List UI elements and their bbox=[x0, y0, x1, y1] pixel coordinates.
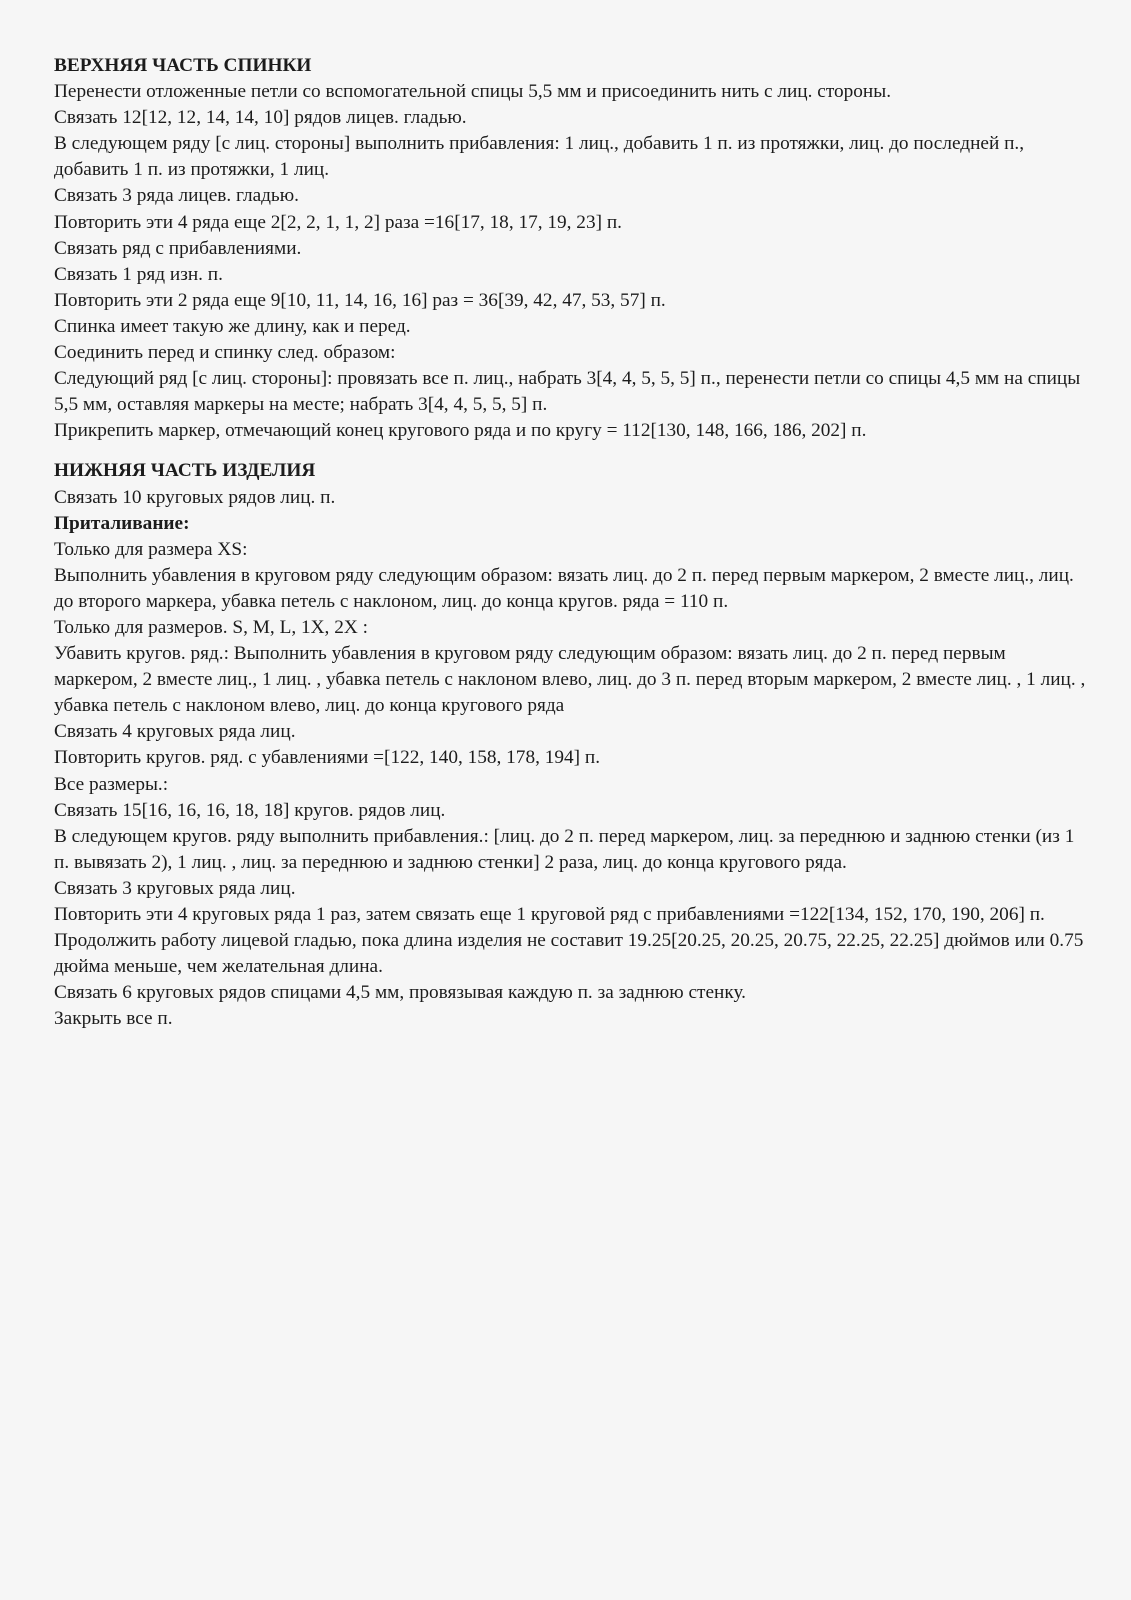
paragraph: Повторить кругов. ряд. с убавлениями =[122, 140, 158, 178, 194] п. bbox=[54, 747, 601, 769]
paragraph: Все размеры.: bbox=[54, 773, 169, 795]
paragraph: Связать ряд с прибавлениями. bbox=[54, 237, 302, 259]
paragraph: Выполнить убавления в круговом ряду следующим образом: вязать лиц. до 2 п. перед первым маркером, 2 вместе лиц., лиц. до второго маркера, убавка петель с наклоном, лиц. до конца кругов. ряда = 110 п. bbox=[54, 564, 1074, 612]
paragraph: Связать 10 круговых рядов лиц. п. bbox=[54, 486, 336, 508]
paragraph: В следующем кругов. ряду выполнить прибавления.: [лиц. до 2 п. перед маркером, лиц. за переднюю и заднюю стенки (из 1 п. вывязать 2), 1 лиц. , лиц. за переднюю и заднюю стенки] 2 раза, лиц. до конца кругового ряда. bbox=[54, 825, 1075, 873]
paragraph: Связать 6 круговых рядов спицами 4,5 мм, провязывая каждую п. за заднюю стенку. bbox=[54, 982, 746, 1004]
paragraph: Связать 12[12, 12, 14, 14, 10] рядов лицев. гладью. bbox=[54, 107, 467, 129]
paragraph: Связать 3 ряда лицев. гладью. bbox=[54, 185, 299, 207]
paragraph: Только для размеров. S, M, L, 1X, 2X : bbox=[54, 616, 368, 638]
section-lower-body bbox=[54, 458, 1094, 1032]
document-page bbox=[54, 53, 1094, 1032]
paragraph: Перенести отложенные петли со вспомогательной спицы 5,5 мм и присоединить нить с лиц. стороны. bbox=[54, 81, 892, 103]
paragraph: Убавить кругов. ряд.: Выполнить убавления в круговом ряду следующим образом: вязать лиц. до 2 п. перед первым маркером, 2 вместе лиц., 1 лиц. , убавка петель с наклоном влево, лиц. до 3 п. перед вторым маркером, 2 вместе лиц. , 1 лиц. , убавка петель с наклоном влево, лиц. до конца кругового ряда bbox=[54, 643, 1086, 717]
section-heading: ВЕРХНЯЯ ЧАСТЬ СПИНКИ bbox=[54, 55, 312, 76]
paragraph: Связать 1 ряд изн. п. bbox=[54, 263, 223, 285]
paragraph: Спинка имеет такую же длину, как и перед. bbox=[54, 315, 411, 337]
paragraph: Соединить перед и спинку след. образом: bbox=[54, 342, 396, 364]
subheading-waist-shaping: Приталивание: bbox=[54, 512, 190, 534]
paragraph: Прикрепить маркер, отмечающий конец кругового ряда и по кругу = 112[130, 148, 166, 186, 202] п. bbox=[54, 420, 867, 442]
paragraph: Повторить эти 4 ряда еще 2[2, 2, 1, 1, 2] раза =16[17, 18, 17, 19, 23] п. bbox=[54, 211, 622, 233]
paragraph: Связать 4 круговых ряда лиц. bbox=[54, 721, 296, 743]
paragraph: Продолжить работу лицевой гладью, пока длина изделия не составит 19.25[20.25, 20.25, 20.75, 22.25, 22.25] дюймов или 0.75 дюйма меньше, чем желательная длина. bbox=[54, 930, 1084, 978]
paragraph: В следующем ряду [с лиц. стороны] выполнить прибавления: 1 лиц., добавить 1 п. из протяжки, лиц. до последней п., добавить 1 п. из протяжки, 1 лиц. bbox=[54, 133, 1025, 181]
paragraph: Связать 15[16, 16, 16, 18, 18] кругов. рядов лиц. bbox=[54, 799, 446, 821]
paragraph: Только для размера XS: bbox=[54, 538, 248, 560]
section-heading: НИЖНЯЯ ЧАСТЬ ИЗДЕЛИЯ bbox=[54, 460, 316, 482]
paragraph: Закрыть все п. bbox=[54, 1008, 173, 1030]
section-upper-back bbox=[54, 53, 1094, 444]
paragraph: Связать 3 круговых ряда лиц. bbox=[54, 877, 296, 899]
paragraph: Повторить эти 2 ряда еще 9[10, 11, 14, 16, 16] раз = 36[39, 42, 47, 53, 57] п. bbox=[54, 289, 666, 311]
paragraph: Следующий ряд [с лиц. стороны]: провязать все п. лиц., набрать 3[4, 4, 5, 5, 5] п., перенести петли со спицы 4,5 мм на спицы 5,5 мм, оставляя маркеры на месте; набрать 3[4, 4, 5, 5, 5] п. bbox=[54, 368, 1081, 416]
paragraph: Повторить эти 4 круговых ряда 1 раз, затем связать еще 1 круговой ряд с прибавлениями =122[134, 152, 170, 190, 206] п. bbox=[54, 904, 1045, 925]
